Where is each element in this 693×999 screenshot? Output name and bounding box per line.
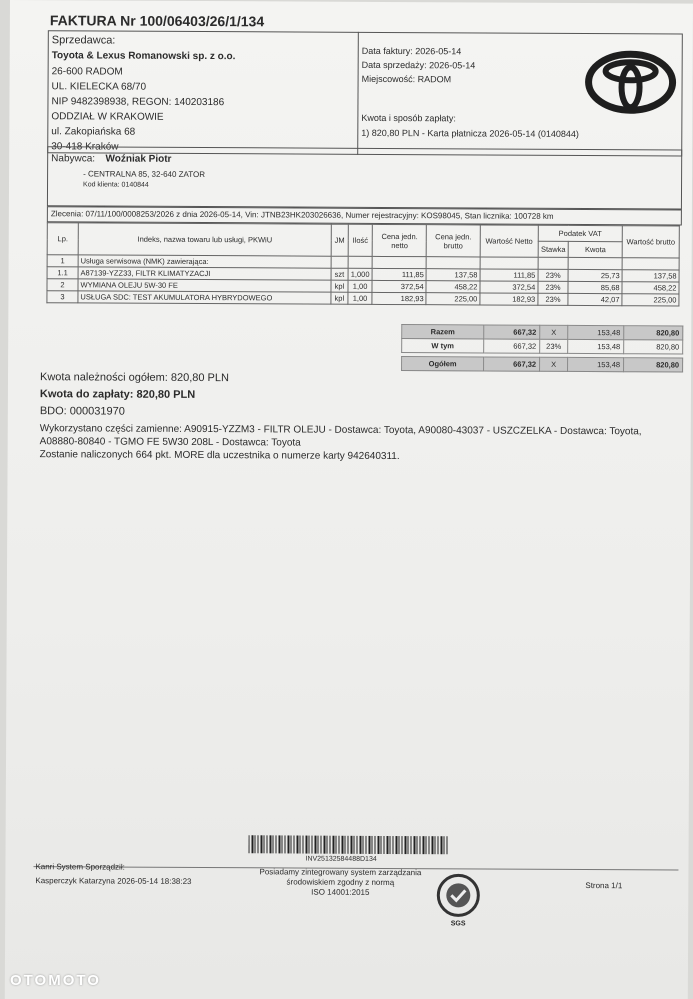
sum-row-wtym [402,339,683,354]
sum-gross: 820,80 [624,326,683,340]
cell-unit-net: 111,85 [373,268,427,280]
cell-vat: 85,68 [568,281,622,293]
cell-lp: 2 [47,279,78,291]
cell-unit-gross: 225,00 [426,293,480,305]
sgs-seal [435,872,481,928]
header-vat-amount: Kwota [569,241,623,257]
page-number: Strona 1/1 [585,881,623,891]
iso-block [255,867,425,898]
header-vat-rate: Stawka [538,241,569,257]
cell-rate [538,257,569,269]
place: Miejscowość: RADOM [361,73,452,85]
buyer-block [51,148,205,190]
cell-vat: 42,07 [568,293,622,305]
cell-gross: 458,22 [622,282,679,294]
cell-unit-net [373,256,427,268]
seller-branch-city: 30-418 Kraków [51,141,119,153]
table-row [47,291,679,306]
cell-qty: 1,00 [348,292,373,304]
header-name: Indeks, nazwa towaru lub usługi, PKWiU [78,223,331,256]
cell-jm [331,256,348,268]
cell-net: 182,93 [480,293,538,305]
header-qty: Ilość [348,224,373,256]
payment-line: 1) 820,80 PLN - Karta płatnicza 2026-05-14 (0140844) [361,127,579,139]
parts-line-2: A08880-80840 - TGMO FE 5W30 208L - Dostawca: Toyota [39,436,301,449]
sum-label: W tym [402,339,484,353]
buyer-address: - CENTRALNA 85, 32-640 ZATOR [83,169,206,180]
cell-gross [622,258,679,270]
buyer-label: Nabywca: [51,153,96,165]
bdo: BDO: 000031970 [39,405,125,418]
cell-net [480,257,538,269]
footer-system: Kanri System Sporządził: [35,862,125,872]
cell-gross: 225,00 [622,294,679,306]
iso-line-3: ISO 14001:2015 [311,887,370,897]
barcode-text: INV25132584488D134 [305,855,377,863]
sum-rate: X [540,325,568,339]
cell-gross: 137,58 [622,270,679,282]
cell-net: 372,54 [480,281,538,293]
sum-label: Razem [402,325,484,339]
sum-net: 667,32 [484,357,540,371]
due-total: Kwota należności ogółem: 820,80 PLN [39,371,230,385]
sum-vat: 153,48 [568,325,624,339]
sum-vat: 153,48 [568,339,624,353]
seller-street: UL. KIELECKA 68/70 [51,81,147,93]
otomoto-watermark: OTOMOTO [10,972,101,989]
cell-vat: 25,73 [568,269,622,281]
sum-rate: 23% [540,339,568,353]
cell-vat [568,257,622,269]
seller-ids: NIP 9482398938, REGON: 140203186 [51,96,225,109]
client-code: Kod klienta: 0140844 [83,181,149,189]
sum-net: 667,32 [484,325,540,339]
sum-row-ogolem [402,357,683,372]
seller-block [51,33,352,155]
footer-author: Kasperczyk Katarzyna 2026-05-14 18:38:23 [35,876,192,886]
seller-branch: ODDZIAŁ W KRAKOWIE [51,111,164,123]
cell-lp: 1.1 [47,267,78,279]
toyota-logo [584,47,676,117]
header-vat: Podatek VAT [538,225,622,241]
sum-row-razem [402,325,683,340]
cell-unit-net: 182,93 [372,292,426,304]
sgs-label: SGS [450,920,466,928]
seller-name: Toyota & Lexus Romanowski sp. z o.o. [51,50,236,63]
header-gross-value: Wartość brutto [622,226,679,258]
parts-line-1: Wykorzystano części zamienne: A90915-YZZM3 - FILTR OLEJU - Dostawca: Toyota, A90080-43037 - USZCZELKA - Dostawca: Toyota, [39,423,642,438]
header-net-value: Wartość Netto [480,225,538,257]
points-line: Zostanie naliczonych 664 pkt. MORE dla uczestnika o numerze karty 942640311. [39,449,400,463]
sum-gross: 820,80 [624,358,683,372]
sale-date: Data sprzedaży: 2026-05-14 [361,59,476,71]
cell-rate: 23% [538,269,569,281]
seller-branch-street: ul. Zakopiańska 68 [51,126,136,138]
cell-name: Usługa serwisowa (NMK) zawierająca: [78,255,331,268]
header-unit-net: Cena jedn. netto [373,224,427,256]
cell-jm: kpl [331,292,348,304]
sum-rate: X [540,357,568,371]
cell-qty: 1,000 [348,268,373,280]
to-pay: Kwota do zapłaty: 820,80 PLN [39,388,196,401]
payment-heading: Kwota i sposób zapłaty: [361,112,456,124]
cell-qty [348,256,373,268]
cell-rate: 23% [538,293,569,305]
buyer-name: Woźniak Piotr [105,153,172,165]
cell-lp: 1 [47,255,78,267]
cell-unit-gross: 458,22 [426,281,480,293]
cell-lp: 3 [47,291,78,303]
cell-rate: 23% [538,281,569,293]
items-table [46,222,679,306]
order-line: Zlecenia: 07/11/100/0008253/2026 z dnia 2026-05-14, Vin: JTNB23HK203026636, Numer rejestracyjny: KOS98045, Stan licznika: 100728 km [50,209,554,221]
cell-jm: kpl [331,280,348,292]
cell-unit-gross: 137,58 [426,269,480,281]
header-unit-gross: Cena jedn. brutto [426,225,480,257]
iso-line-1: Posiadamy zintegrowany system zarządzania [259,867,422,878]
invoice-paper [5,0,693,999]
sums-table [401,324,683,372]
sum-vat: 153,48 [568,357,624,371]
totals-block [40,370,670,464]
cell-net: 111,85 [480,269,538,281]
sgs-seal-icon [435,872,481,918]
cell-qty: 1,00 [348,280,373,292]
cell-name: A87139-YZZ33, FILTR KLIMATYZACJI [78,267,331,280]
iso-line-2: środowiskiem zgodny z normą [286,877,395,888]
sum-net: 667,32 [484,339,540,353]
sum-label: Ogółem [402,357,484,371]
invoice-title: FAKTURA Nr 100/06403/26/1/134 [49,12,265,30]
cell-unit-net: 372,54 [372,280,426,292]
dates-block [362,45,582,86]
cell-jm: szt [331,268,348,280]
header-jm: JM [331,224,348,256]
header-lp: Lp. [47,223,78,255]
seller-heading: Sprzedawca: [51,34,116,47]
seller-postal: 26-600 RADOM [51,66,123,78]
items-body [47,255,679,306]
cell-unit-gross [426,257,480,269]
invoice-date: Data faktury: 2026-05-14 [361,45,462,57]
barcode [249,835,449,854]
cell-name: USŁUGA SDC: TEST AKUMULATORA HYBRYDOWEGO [78,291,331,304]
cell-name: WYMIANA OLEJU 5W-30 FE [78,279,331,292]
sum-gross: 820,80 [624,340,683,354]
